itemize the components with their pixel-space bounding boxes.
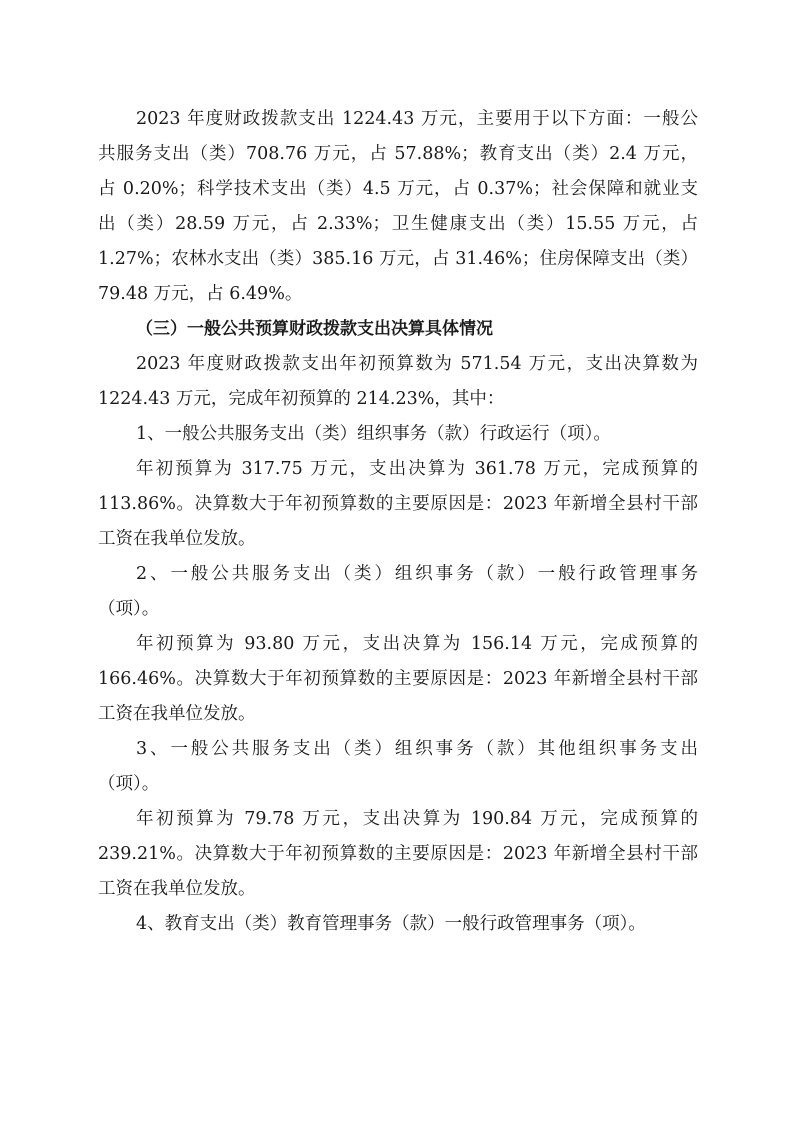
paragraph-line: 年初预算为 93.80 万元，支出决算为 156.14 万元，完成预算的 — [136, 634, 698, 654]
item-heading: 1、一般公共服务支出（类）组织事务（款）行政运行（项）。 — [136, 424, 611, 444]
paragraph-line: 2023 年度财政拨款支出年初预算数为 571.54 万元，支出决算数为 — [136, 354, 698, 374]
paragraph-line: 166.46%。决算数大于年初预算数的主要原因是：2023 年新增全县村干部 — [98, 669, 698, 689]
paragraph-line: 年初预算为 79.78 万元，支出决算为 190.84 万元，完成预算的 — [136, 809, 698, 829]
item-heading: 2、一般公共服务支出（类）组织事务（款）一般行政管理事务 — [136, 564, 698, 584]
paragraph-line: 1.27%；农林水支出（类）385.16 万元，占 31.46%；住房保障支出（类） — [98, 249, 698, 269]
paragraph-line: 工资在我单位发放。 — [98, 704, 256, 724]
item-heading: （项）。 — [98, 599, 160, 619]
paragraph-line: 239.21%。决算数大于年初预算数的主要原因是：2023 年新增全县村干部 — [98, 844, 698, 864]
paragraph-line: 113.86%。决算数大于年初预算数的主要原因是：2023 年新增全县村干部 — [98, 494, 698, 514]
item-heading: 4、教育支出（类）教育管理事务（款）一般行政管理事务（项）。 — [136, 914, 646, 934]
item-heading: （项）。 — [98, 774, 160, 794]
paragraph-line: 年初预算为 317.75 万元，支出决算为 361.78 万元，完成预算的 — [136, 459, 698, 479]
paragraph-line: 工资在我单位发放。 — [98, 879, 256, 899]
section-heading: （三）一般公共预算财政拨款支出决算具体情况 — [136, 319, 493, 339]
paragraph-line: 共服务支出（类）708.76 万元，占 57.88%；教育支出（类）2.4 万元， — [98, 144, 698, 164]
paragraph-line: 79.48 万元，占 6.49%。 — [98, 284, 303, 304]
paragraph-line: 占 0.20%；科学技术支出（类）4.5 万元，占 0.37%；社会保障和就业支 — [98, 179, 698, 199]
paragraph-line: 出（类）28.59 万元，占 2.33%；卫生健康支出（类）15.55 万元，占 — [98, 214, 698, 234]
paragraph-line: 工资在我单位发放。 — [98, 529, 256, 549]
paragraph-line: 1224.43 万元，完成年初预算的 214.23%，其中： — [98, 389, 505, 409]
paragraph-line: 2023 年度财政拨款支出 1224.43 万元，主要用于以下方面：一般公 — [136, 109, 698, 129]
item-heading: 3、一般公共服务支出（类）组织事务（款）其他组织事务支出 — [136, 739, 698, 759]
